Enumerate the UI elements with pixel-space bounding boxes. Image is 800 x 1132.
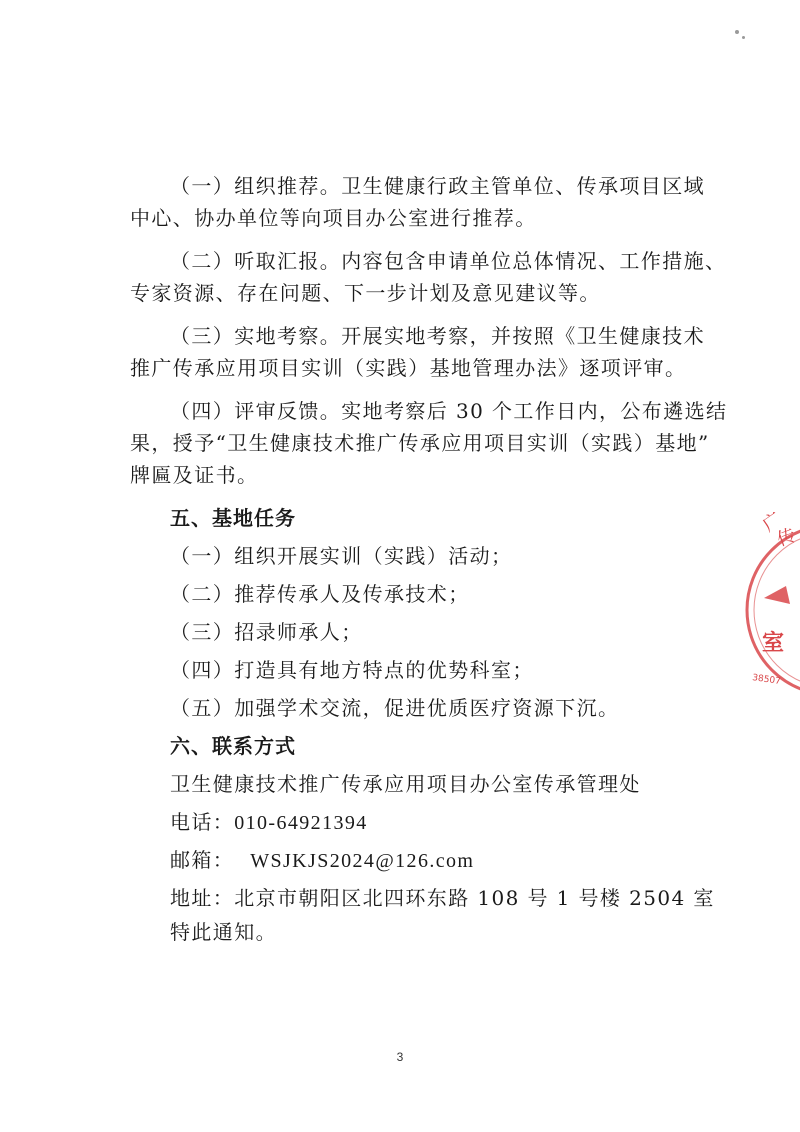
address-label: 地址：	[170, 886, 235, 910]
paragraph-2-line-2: 专家资源、存在问题、下一步计划及意见建议等。	[130, 281, 601, 305]
paragraph-1-line-2: 中心、协办单位等向项目办公室进行推荐。	[130, 206, 537, 230]
seal-char-2: 传	[774, 524, 799, 551]
seal-char-3: 室	[762, 631, 785, 656]
contact-org: 卫生健康技术推广传承应用项目办公室传承管理处	[170, 772, 641, 796]
seal-char-1: 广	[758, 508, 786, 537]
document-body	[130, 170, 728, 948]
contact-phone	[170, 806, 700, 838]
paragraph-1-line-1: （一）组织推荐。卫生健康行政主管单位、传承项目区域	[170, 174, 705, 198]
section-5-item-1: （一）组织开展实训（实践）活动；	[170, 544, 513, 568]
scan-speck	[735, 30, 739, 34]
section-5-item-5: （五）加强学术交流，促进优质医疗资源下沉。	[170, 696, 620, 720]
phone-number: 010-64921394	[234, 812, 368, 834]
paragraph-3-line-2: 推广传承应用项目实训（实践）基地管理办法》逐项评审。	[130, 356, 687, 380]
section-5-item-2: （二）推荐传承人及传承技术；	[170, 582, 470, 606]
page-number: 3	[396, 1050, 404, 1064]
email-label: 邮箱：	[170, 848, 235, 872]
seal-star-fragment	[764, 586, 790, 604]
section-5-heading: 五、基地任务	[170, 506, 296, 530]
section-6-heading: 六、联系方式	[170, 734, 296, 758]
paragraph-2-line-1: （二）听取汇报。内容包含申请单位总体情况、工作措施、	[170, 249, 727, 273]
section-5-item-4: （四）打造具有地方特点的优势科室；	[170, 658, 534, 682]
contact-address	[170, 882, 715, 914]
paragraph-3-line-1: （三）实地考察。开展实地考察，并按照《卫生健康技术	[170, 324, 705, 348]
phone-label: 电话：	[170, 810, 235, 834]
paragraph-4-line-3: 牌匾及证书。	[130, 463, 259, 487]
address-text: 北京市朝阳区北四环东路 108 号 1 号楼 2504 室	[234, 886, 715, 910]
section-5-item-3: （三）招录师承人；	[170, 620, 363, 644]
closing-text: 特此通知。	[170, 920, 277, 944]
official-seal	[742, 480, 800, 780]
email-address: WSJKJS2024@126.com	[250, 850, 475, 872]
scan-speck	[742, 36, 745, 39]
contact-email	[170, 844, 700, 876]
seal-serial-number: 38507	[751, 673, 782, 687]
paragraph-4-line-2: 果，授予“卫生健康技术推广传承应用项目实训（实践）基地”	[130, 431, 710, 455]
paragraph-4-line-1: （四）评审反馈。实地考察后 30 个工作日内，公布遴选结	[170, 399, 728, 423]
